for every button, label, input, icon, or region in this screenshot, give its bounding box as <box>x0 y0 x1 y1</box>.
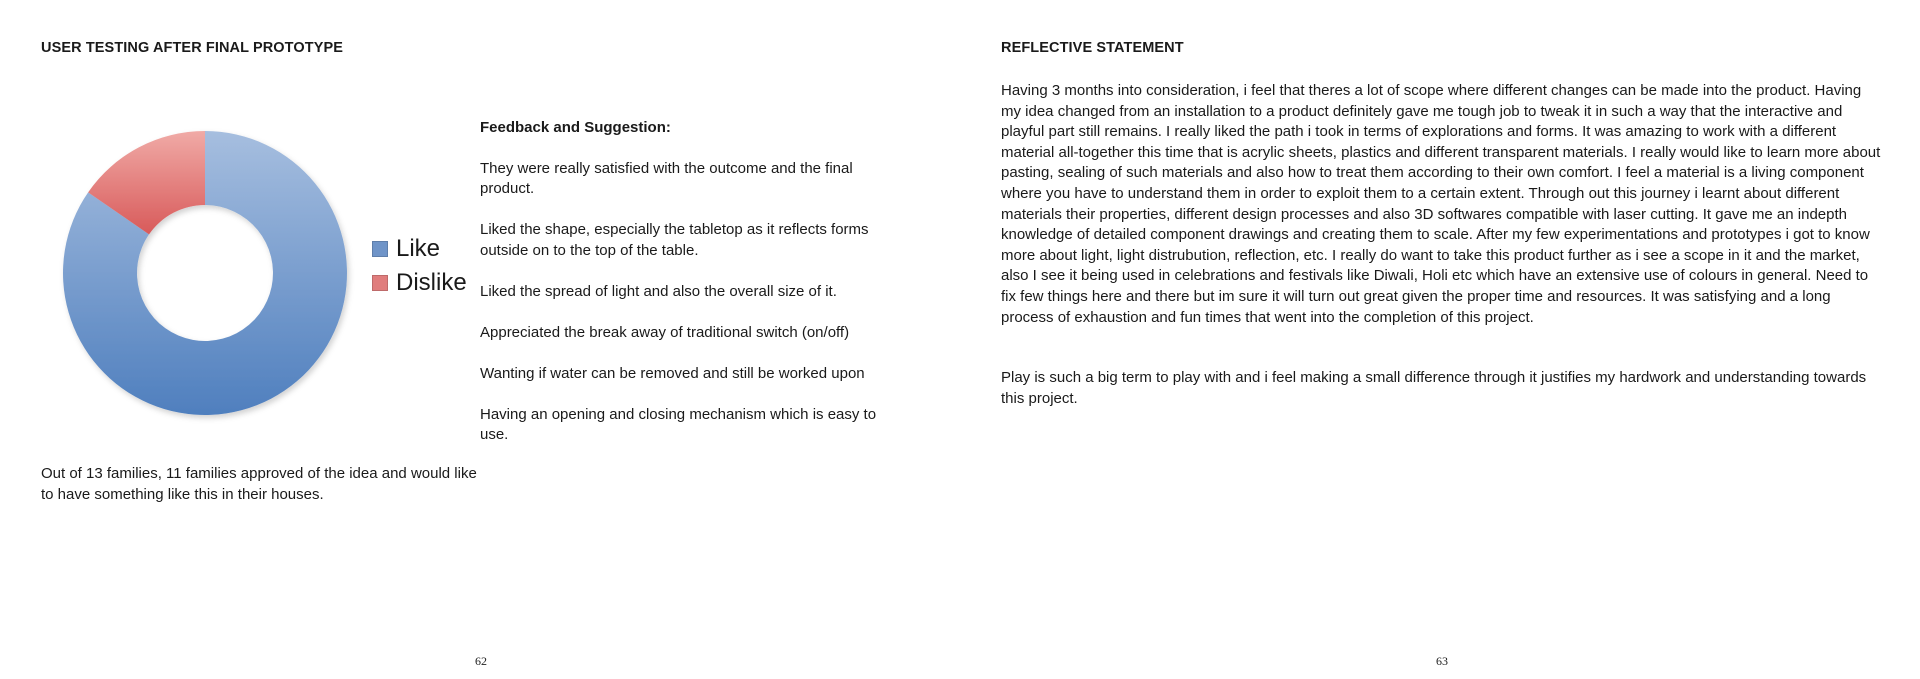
summary-text: Out of 13 families, 11 families approved of the idea and would like to have something like this in their houses. <box>41 465 477 503</box>
right-page <box>960 0 1920 679</box>
page-heading: USER TESTING AFTER FINAL PROTOTYPE <box>41 40 344 56</box>
legend-label: Like <box>396 235 441 262</box>
feedback-item: They were really satisfied with the outcome and the final product. <box>480 159 853 197</box>
legend-swatch <box>372 275 388 291</box>
feedback-item: Having an opening and closing mechanism which is easy to use. <box>480 405 877 443</box>
feedback-item: Liked the shape, especially the tabletop as it reflects forms outside on to the top of the table. <box>480 221 869 259</box>
page-number: 63 <box>1436 654 1448 668</box>
page-number: 62 <box>475 654 487 668</box>
feedback-item: Wanting if water can be removed and still be worked upon <box>480 364 865 382</box>
chart-legend <box>372 232 467 300</box>
feedback-item: Appreciated the break away of traditional switch (on/off) <box>480 323 850 341</box>
legend-swatch <box>372 241 388 257</box>
reflective-paragraph: Having 3 months into consideration, i feel that theres a lot of scope where different changes can be made into the product. Having my idea changed from an installation to a product definitely gave me tough job to tweak it in such a way that the interactive and playful part still remains. I really liked the path i took in terms of explorations and forms. It was amazing to work with a different material all-together this time that is acrylic sheets, plastics and different transparent materials. I really would like to learn more about pasting, sealing of such materials and also how to treat them according to their own comfort. I feel a material is a living component where you have to understand them in order to exploit them to a certain extent. Through out this journey i learnt about different materials their properties, different design processes and also 3D softwares compatible with laser cutting. It gave me an indepth knowledge of detailed component drawings and creating them to scale. After my few experimentations and prototypes i got to know more about light, light distrubution, reflection, etc. I really do want to take this product further as i see a scope in it and the market, also I see it being used in celebrations and festivals like Diwali, Holi etc which have an extensive use of colours in general. Need to fix few things here and there but im sure it will turn out great given the proper time and resources. It was satisfying and a long process of exhaustion and fun times that went into the completion of this project. <box>1001 82 1881 326</box>
page-heading: REFLECTIVE STATEMENT <box>1001 40 1184 56</box>
feedback-item: Liked the spread of light and also the overall size of it. <box>480 282 837 300</box>
donut-chart <box>50 118 360 428</box>
reflective-paragraph: Play is such a big term to play with and i feel making a small difference through it justifies my hardwork and understanding towards this project. <box>1001 369 1867 407</box>
legend-item-dislike <box>372 266 467 300</box>
donut-chart-svg <box>50 118 360 428</box>
legend-label: Dislike <box>396 269 467 296</box>
feedback-section <box>480 118 880 466</box>
feedback-title: Feedback and Suggestion: <box>480 119 671 136</box>
feedback-list <box>480 159 880 446</box>
legend-item-like <box>372 232 467 266</box>
